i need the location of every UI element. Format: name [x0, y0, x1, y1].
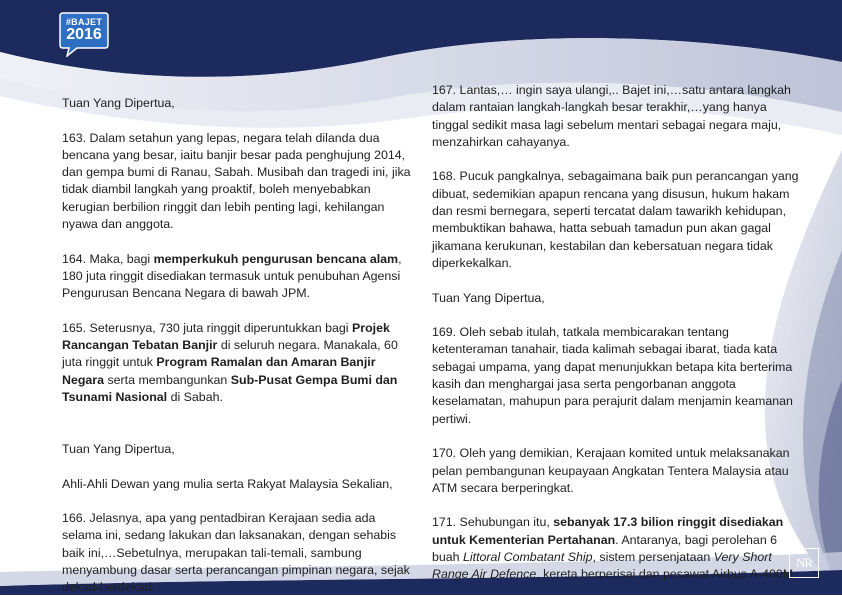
- paragraph-169: 169. Oleh sebab itulah, tatkala membicarakan tentang ketenteraman tanahair, tiada kalimah sebagai ibarat, tiada kata sebagai umpama, yang dapat menunjukkan betapa kita berterima kasih dan menghargai jasa serta pengorbanan anggota keselamatan, mahupun para perajurit dalam menjamin keamanan pertiwi.: [432, 325, 793, 426]
- paragraph-168: 168. Pucuk pangkalnya, sebagaimana baik pun perancangan yang dibuat, sedemikian apapun rencana yang disusun, hukum hakam dan resmi bernegara, seperti tercatat dalam tawarikh kehidupan, membuktikan bahawa, hatta sebuah tamadun pun akan gagal jikamana kerukunan, kestabilan dan kebersatuan negara tidak diperkekalkan.: [432, 169, 799, 270]
- watermark-logo: NR: [789, 548, 819, 578]
- bold-text: sebanyak 17.3 bilion ringgit disediakan untuk Kementerian Pertahanan: [432, 515, 784, 547]
- paragraph-167: 167. Lantas,… ingin saya ulangi,.. Bajet ini,…satu antara langkah dalam rantaian langkah-langkah besar terakhir,…yang hanya tinggal sedikit masa lagi sebelum mentari sebagai negara maju, menzahirkan cahayanya.: [432, 83, 791, 149]
- text: , kereta berperisai dan pesawat Airbus A-400M.: [536, 567, 797, 582]
- text: , sistem persenjataan: [592, 550, 714, 565]
- text: 171. Sehubungan itu,: [432, 515, 554, 530]
- paragraph-166: 166. Jelasnya, apa yang pentadbiran Kerajaan sedia ada selama ini, sedang lakukan dan laksanakan, dengan sehabis baik ini,…Sebetulnya, merupakan tali-temali, sambung menyambung dasar serta perancangan pimpinan negara, sejak dekad-berdekad.: [62, 511, 410, 595]
- bold-text: Program Ramalan dan Amaran Banjir Negara: [62, 355, 376, 387]
- text: , 180 juta ringgit disediakan termasuk untuk penubuhan Agensi Pengurusan Bencana Negara di bawah JPM.: [62, 251, 402, 301]
- italic-text: Very Short Range Air Defence: [432, 550, 772, 582]
- bajet-2016-logo: [59, 11, 109, 57]
- italic-text: Littoral Combatant Ship: [463, 550, 593, 565]
- logo-hashtag: #BAJET: [65, 17, 103, 27]
- text: di seluruh negara. Manakala, 60 juta ringgit untuk: [62, 338, 398, 370]
- left-column: [62, 95, 414, 597]
- greeting: Tuan Yang Dipertua,: [62, 96, 175, 110]
- greeting: Tuan Yang Dipertua,: [432, 290, 545, 305]
- bold-text: Projek Rancangan Tebatan Banjir: [62, 320, 390, 353]
- paragraph-170: 170. Oleh yang demikian, Kerajaan komited untuk melaksanakan pelan pembangunan keupayaan Angkatan Tentera Malaysia atau ATM secara berperingkat.: [432, 446, 790, 495]
- bold-text: memperkukuh pengurusan bencana alam: [153, 251, 399, 266]
- right-column: [432, 82, 804, 584]
- logo-year: 2016: [66, 26, 102, 43]
- text: 165. Seterusnya, 730 juta ringgit diperuntukkan bagi: [62, 320, 353, 335]
- paragraph-171: [432, 514, 804, 583]
- text: di Sabah.: [167, 390, 223, 405]
- text: 164. Maka, bagi: [62, 251, 154, 266]
- paragraph-165: [62, 320, 414, 406]
- text: serta membangunkan: [104, 372, 231, 387]
- greeting: Tuan Yang Dipertua,: [62, 441, 175, 456]
- bold-text: Sub-Pusat Gempa Bumi dan Tsunami Nasional: [62, 372, 398, 405]
- paragraph-164: [62, 251, 414, 303]
- text: . Antaranya, bagi perolehan 6 buah: [432, 532, 778, 565]
- greeting: Ahli-Ahli Dewan yang mulia serta Rakyat Malaysia Sekalian,: [62, 476, 393, 491]
- paragraph-163: 163. Dalam setahun yang lepas, negara telah dilanda dua bencana yang besar, iaitu banjir besar pada penghujung 2014, dan gempa bumi di Ranau, Sabah. Musibah dan tragedi ini, jika tidak diambil langkah yang proaktif, boleh menyebabkan kerugian berbilion ringgit dan lebih penting lagi, kehilangan nyawa dan anggota.: [62, 130, 411, 232]
